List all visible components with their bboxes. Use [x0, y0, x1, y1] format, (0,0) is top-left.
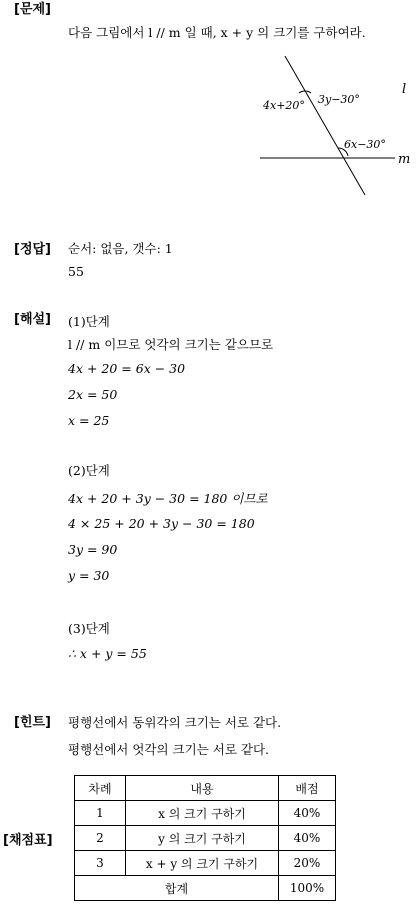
table-row [75, 826, 336, 851]
table-header-row [75, 776, 336, 801]
solution-line: 4 × 25 + 20 + 3y − 30 = 180 [68, 516, 255, 531]
table-total-label: 합계 [75, 876, 279, 901]
table-header-cell: 배점 [279, 776, 336, 801]
table-total-row [75, 876, 336, 901]
answer-value: 55 [68, 264, 84, 279]
solution-line: x = 25 [68, 413, 110, 428]
parallel-lines-figure [250, 48, 419, 200]
problem-label: [문제] [14, 2, 51, 17]
solution-line: (3)단계 [68, 621, 110, 636]
table-cell: 40% [279, 826, 336, 851]
table-cell: 2 [75, 826, 126, 851]
solution-line: 2x = 50 [68, 387, 118, 402]
table-cell: y 의 크기 구하기 [126, 826, 279, 851]
solution-line: 4x + 20 + 3y − 30 = 180 이므로 [68, 491, 268, 506]
hint-line: 평행선에서 엇각의 크기는 서로 같다. [68, 742, 269, 757]
transversal-line [285, 56, 365, 195]
solution-label: [해설] [14, 312, 51, 327]
table-cell: x + y 의 크기 구하기 [126, 851, 279, 876]
table-cell: 3 [75, 851, 126, 876]
solution-line: 3y = 90 [68, 542, 118, 557]
table-header-cell: 차례 [75, 776, 126, 801]
answer-order-info: 순서: 없음, 갯수: 1 [68, 241, 173, 256]
angle-b-label: 3y−30° [318, 93, 360, 106]
table-cell: 40% [279, 801, 336, 826]
line-m-label: m [398, 152, 411, 167]
solution-line: (2)단계 [68, 463, 110, 478]
table-row [75, 801, 336, 826]
angle-a-label: 4x+20° [263, 99, 305, 112]
solution-line: 4x + 20 = 6x − 30 [68, 361, 186, 376]
angle-c-label: 6x−30° [344, 138, 386, 151]
hint-line: 평행선에서 동위각의 크기는 서로 같다. [68, 715, 282, 730]
table-header-cell: 내용 [126, 776, 279, 801]
scoring-label: [채점표] [3, 833, 53, 848]
solution-line: ∴ x + y = 55 [68, 646, 147, 661]
scoring-table [74, 775, 336, 901]
table-cell: 20% [279, 851, 336, 876]
problem-statement: 다음 그림에서 l // m 일 때, x + y 의 크기를 구하여라. [68, 25, 366, 40]
line-l-label: l [402, 82, 407, 97]
table-cell: x 의 크기 구하기 [126, 801, 279, 826]
solution-line: (1)단계 [68, 314, 110, 329]
table-total-value: 100% [279, 876, 336, 901]
table-row [75, 851, 336, 876]
solution-line: y = 30 [68, 568, 110, 583]
solution-line: l // m 이므로 엇각의 크기는 같으므로 [68, 337, 274, 352]
hint-label: [힌트] [14, 715, 51, 730]
answer-label: [정답] [14, 242, 51, 257]
table-cell: 1 [75, 801, 126, 826]
